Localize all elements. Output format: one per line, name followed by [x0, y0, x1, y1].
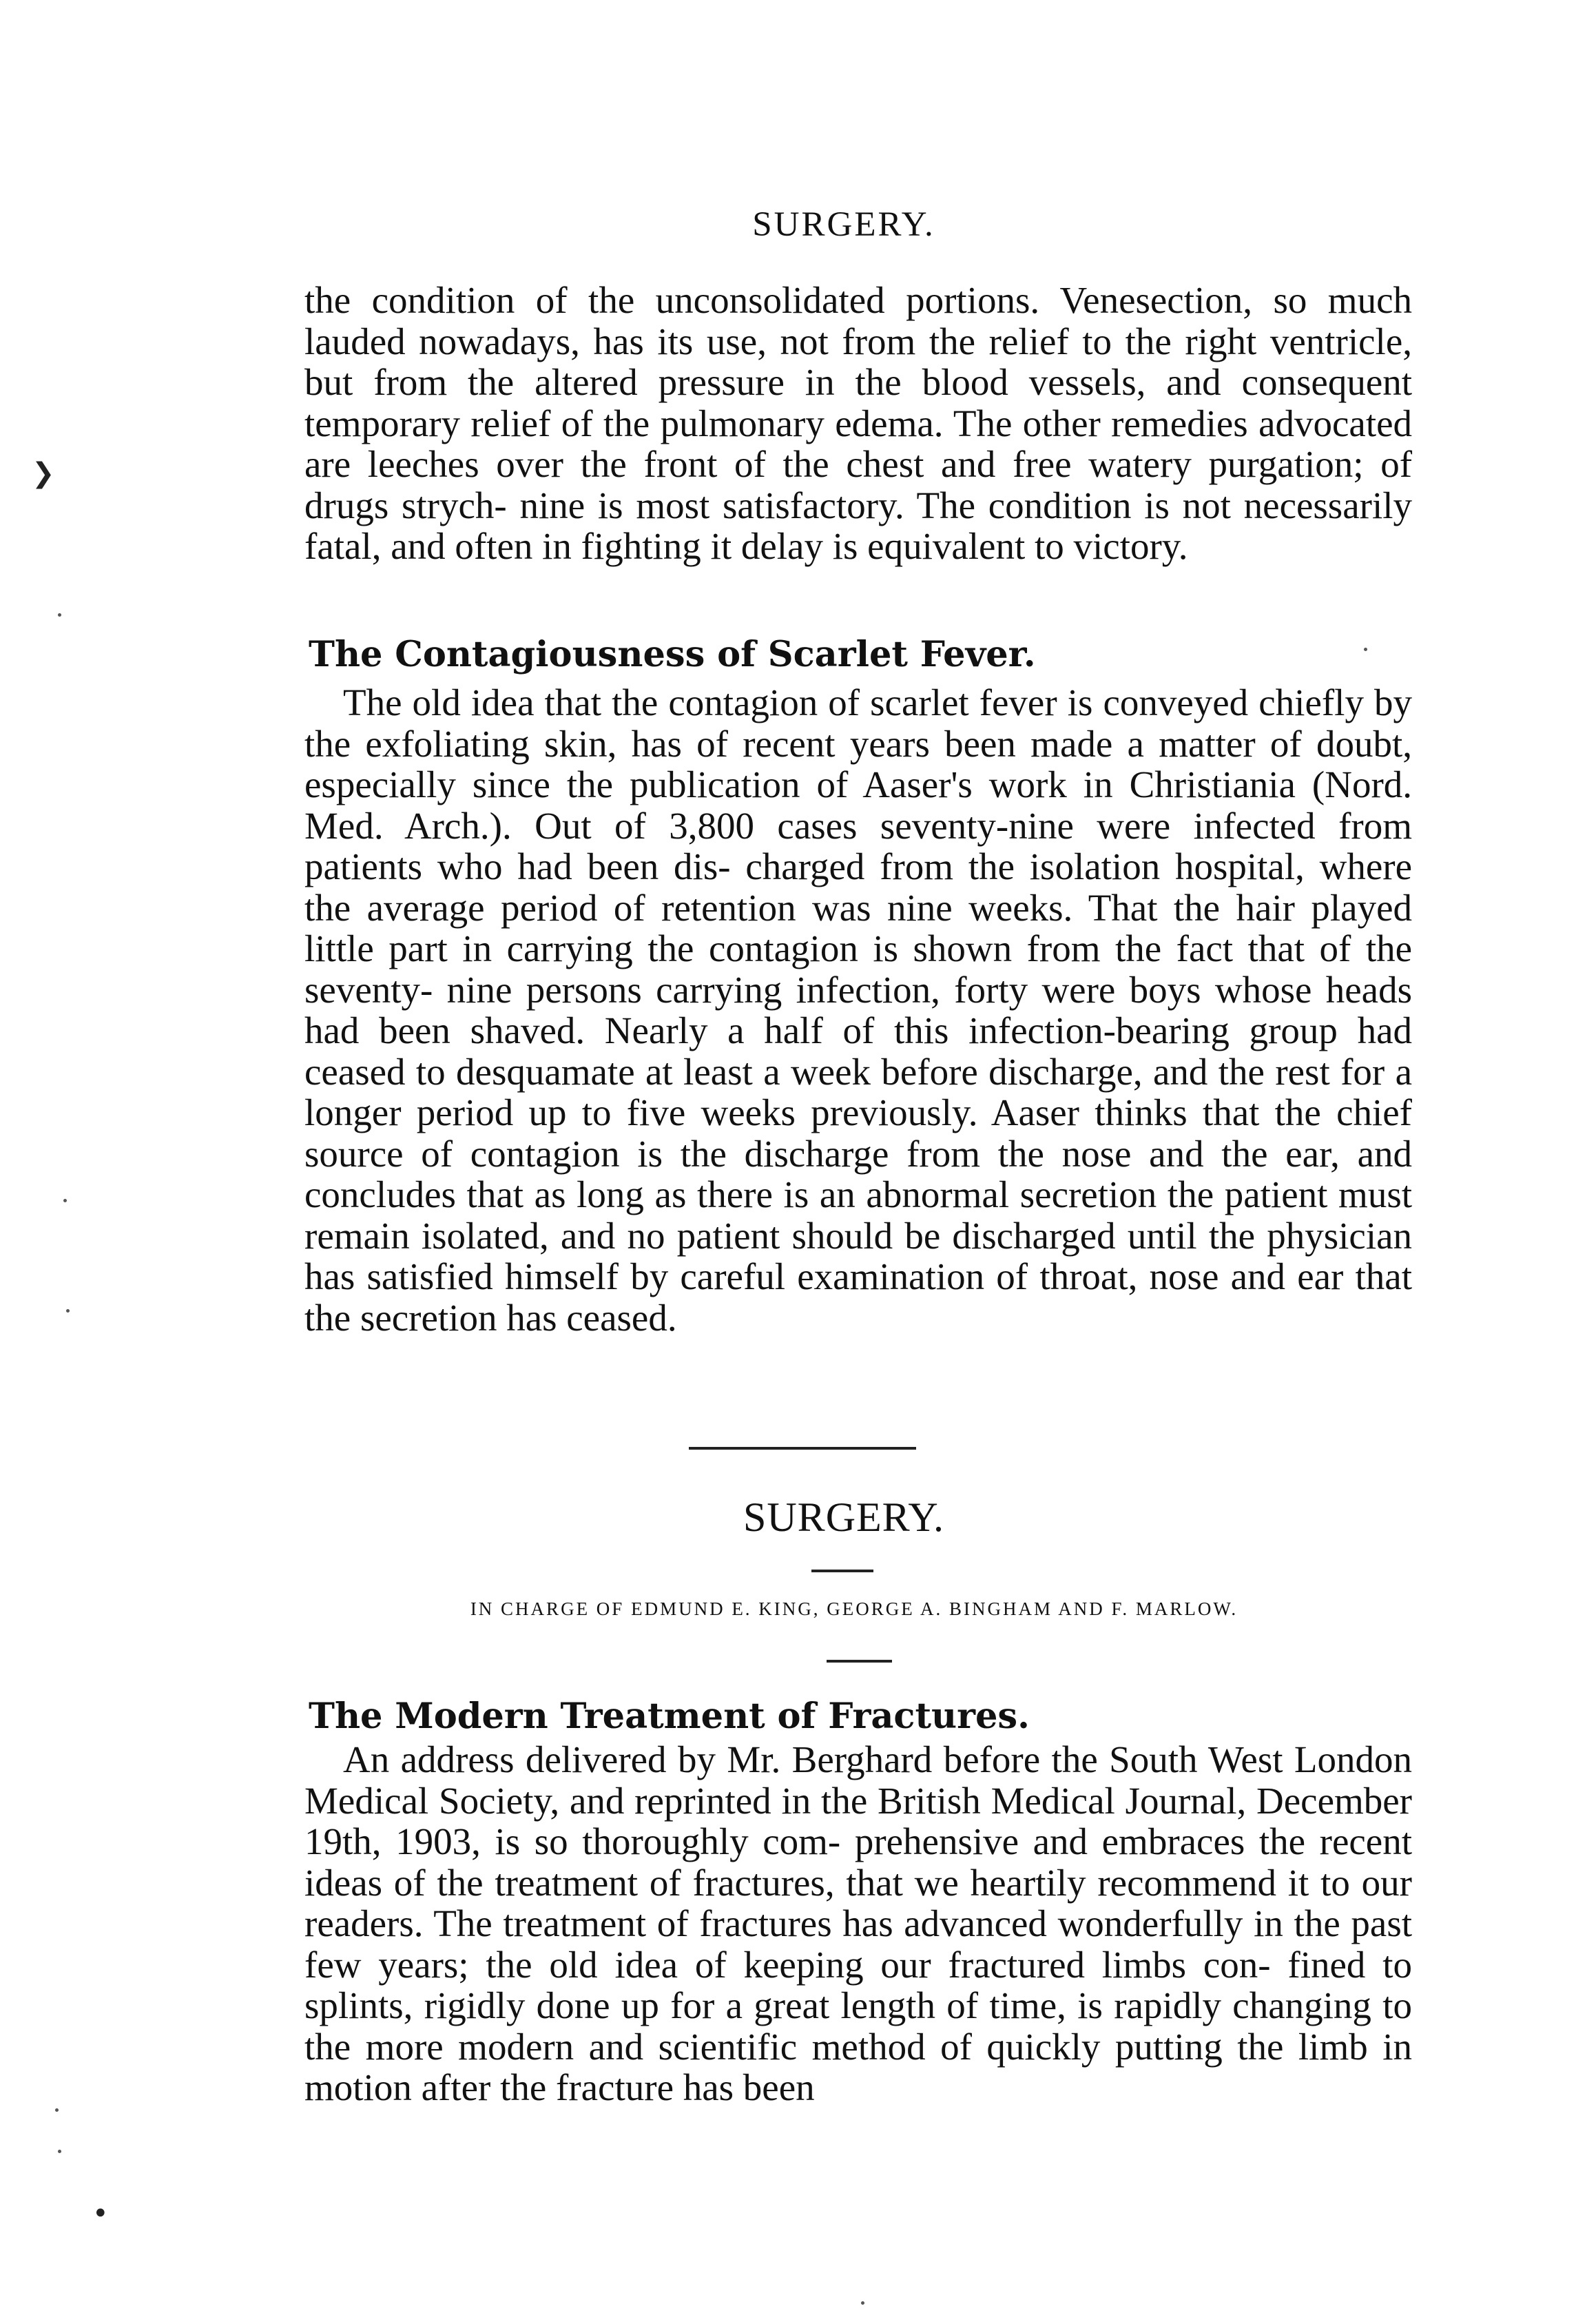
scarlet-fever-heading: The Contagiousness of Scarlet Fever.	[309, 634, 1036, 675]
scan-speck	[861, 2301, 864, 2305]
scan-speck	[63, 1199, 67, 1202]
fractures-paragraph	[304, 1739, 1412, 2108]
surgery-section-title: SURGERY.	[743, 1494, 944, 1540]
short-rule-top	[811, 1570, 873, 1572]
fractures-text: An address delivered by Mr. Berghard before the South West London Medical Society, and reprinted in the British Medical Journal, December 19th, 1903, is so thoroughly com- prehensive and embraces the recent ideas of the treatment of fractures, that we heartily recommend it to our readers. The treatment of fractures has advanced wonderfully in the past few years; the old idea of keeping our fractured limbs con- fined to splints, rigidly done up for a great length of time, is rapidly changing to the more modern and scientific method of quickly putting the limb in motion after the fracture has been	[304, 1738, 1413, 2108]
scarlet-fever-text: The old idea that the contagion of scarlet fever is conveyed chiefly by the exfoliating skin, has of recent years been made a matter of doubt, especially since the publication of Aaser's work in Christiania (Nord. Med. Arch.). Out of 3,800 cases seventy-nine were infected from patients who had been dis- charged from the isolation hospital, where the average period of retention was nine weeks. That the hair played little part in carrying the contagion is shown from the fact that of the seventy- nine persons carrying infection, forty were boys whose heads had been shaved. Nearly a half of this infection-bearing group had ceased to desquamate at least a week before discharge, and the rest for a longer period up to five weeks previously. Aaser thinks that the chief source of contagion is the discharge from the nose and the ear, and concludes that as long as there is an abnormal secretion the patient must remain isolated, and no patient should be discharged until the physician has satisfied himself by careful examination of throat, nose and ear that the secretion has ceased.	[304, 681, 1413, 1339]
scan-speck	[58, 2150, 61, 2153]
fractures-heading: The Modern Treatment of Fractures.	[309, 1696, 1030, 1737]
scan-speck	[55, 2108, 59, 2112]
scan-speck	[58, 613, 61, 617]
section-divider-rule	[689, 1447, 916, 1450]
intro-text: the condition of the unconsolidated portions. Venesection, so much lauded nowadays, has its use, not from the relief to the right ventricle, but from the altered pressure in the blood vessels, and consequent temporary relief of the pulmonary edema. The other remedies advocated are leeches over the front of the chest and free watery purgation; of drugs strych- nine is most satisfactory. The condition is not necessarily fatal, and often in fighting it delay is equivalent to victory.	[304, 279, 1413, 567]
short-rule-bottom	[827, 1660, 892, 1663]
editors-in-charge: IN CHARGE OF EDMUND E. KING, GEORGE A. BINGHAM AND F. MARLOW.	[470, 1598, 1238, 1619]
margin-speck: •	[92, 2198, 109, 2230]
scarlet-fever-paragraph	[304, 682, 1412, 1338]
margin-mark: ❯	[32, 457, 55, 489]
running-head: SURGERY.	[752, 205, 935, 244]
scan-speck	[66, 1309, 70, 1313]
intro-paragraph	[304, 280, 1412, 567]
scan-speck	[1364, 648, 1367, 651]
